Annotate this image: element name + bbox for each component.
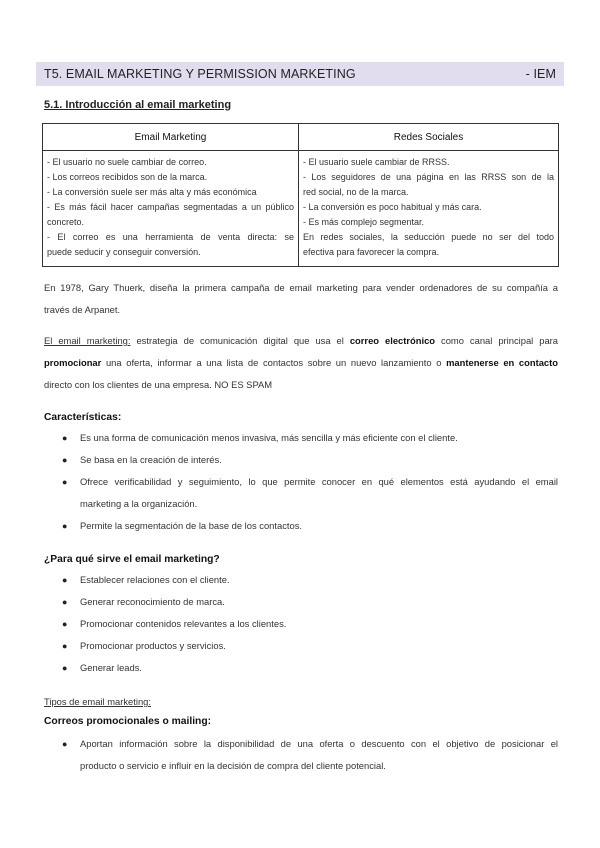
cell-line: - El correo es una herramienta de venta directa: se (47, 232, 294, 242)
list-item-text: Es una forma de comunicación menos invasiva, más sencilla y más eficiente con el cliente. (80, 432, 458, 443)
features-title: Características: (44, 412, 122, 423)
list-item (62, 591, 558, 613)
text-run: estrategia de comunicación digital que usa el (130, 335, 350, 346)
social-networks-cell (299, 151, 559, 267)
bullet-icon: ● (62, 575, 68, 585)
document-title: T5. EMAIL MARKETING Y PERMISSION MARKETING (44, 67, 356, 81)
list-item-text: Generar leads. (80, 662, 143, 673)
section-title: 5.1. Introducción al email marketing (44, 99, 232, 111)
list-item (62, 613, 558, 635)
text-run: una oferta, informar a una lista de contactos sobre un nuevo lanzamiento o (101, 357, 447, 368)
history-paragraph (44, 277, 558, 321)
bold-text: mantenerse en contacto (446, 357, 558, 368)
bullet-icon: ● (62, 663, 68, 673)
definition-term: El email marketing: (44, 335, 131, 346)
list-item-text: Permite la segmentación de la base de los contactos. (80, 520, 303, 531)
table-header-email: Email Marketing (43, 124, 299, 151)
list-item (62, 471, 558, 515)
bullet-icon: ● (62, 597, 68, 607)
bullet-icon: ● (62, 433, 68, 443)
list-item-text: Establecer relaciones con el cliente. (80, 574, 230, 585)
email-marketing-cell (43, 151, 299, 267)
bullet-icon: ● (62, 521, 68, 531)
paragraph-line: En 1978, Gary Thuerk, diseña la primera campaña de email marketing para vender ordenadores de su compañía a (44, 282, 558, 293)
cell-line: - Los correos recibidos son de la marca. (47, 172, 208, 182)
cell-line: - Los seguidores de una página en las RRSS son de la (303, 172, 554, 182)
cell-line: - La conversión suele ser más alta y más económica (47, 187, 257, 197)
features-list (62, 427, 558, 537)
text-run: como canal principal para (435, 335, 558, 346)
list-item-text: Generar reconocimiento de marca. (80, 596, 225, 607)
cell-line: puede seducir y conseguir conversión. (47, 247, 201, 257)
purpose-list (62, 569, 558, 679)
cell-line: efectiva para favorecer la compra. (303, 247, 440, 257)
cell-line: - El usuario suele cambiar de RRSS. (303, 157, 450, 167)
paragraph-line (44, 330, 558, 352)
list-item-text: Promocionar productos y servicios. (80, 640, 226, 651)
list-item (62, 449, 558, 471)
bold-text: promocionar (44, 357, 102, 368)
types-label: Tipos de email marketing: (44, 696, 151, 707)
cell-line: - La conversión es poco habitual y más cara. (303, 202, 482, 212)
cell-line: - Es más complejo segmentar. (303, 217, 425, 227)
comparison-table (42, 123, 559, 267)
bold-text: correo electrónico (349, 335, 436, 346)
list-item (62, 569, 558, 591)
promo-title: Correos promocionales o mailing: (44, 716, 212, 727)
list-item (62, 635, 558, 657)
paragraph-line: través de Arpanet. (44, 304, 121, 315)
list-item (62, 515, 558, 537)
bullet-icon: ● (62, 455, 68, 465)
table-header-row (43, 124, 559, 151)
list-item-text: marketing a la organización. (80, 498, 198, 509)
promo-list (62, 733, 558, 777)
bullet-icon: ● (62, 619, 68, 629)
cell-line: En redes sociales, la seducción puede no ser del todo (303, 232, 554, 242)
list-item (62, 733, 558, 777)
definition-paragraph (44, 330, 558, 396)
cell-line: concreto. (47, 217, 85, 227)
list-item (62, 427, 558, 449)
paragraph-line: directo con los clientes de una empresa. NO ES SPAM (44, 379, 273, 390)
purpose-title: ¿Para qué sirve el email marketing? (44, 554, 220, 565)
paragraph-line (44, 352, 558, 374)
list-item-text: Promocionar contenidos relevantes a los clientes. (80, 618, 287, 629)
bullet-icon: ● (62, 739, 68, 749)
cell-line: - El usuario no suele cambiar de correo. (47, 157, 207, 167)
list-item-text: Se basa en la creación de interés. (80, 454, 222, 465)
list-item-text: producto o servicio e influir en la decisión de compra del cliente potencial. (80, 760, 386, 771)
list-item-text: Aportan información sobre la disponibilidad de una oferta o descuento con el objetivo de posicionar el (80, 738, 558, 749)
table-header-social: Redes Sociales (299, 124, 559, 151)
bullet-icon: ● (62, 641, 68, 651)
subject-tag: - IEM (525, 67, 556, 81)
table-row (43, 151, 559, 267)
cell-line: red social, no de la marca. (303, 187, 409, 197)
header-bar (36, 62, 564, 86)
list-item (62, 657, 558, 679)
bullet-icon: ● (62, 477, 68, 487)
list-item-text: Ofrece verificabilidad y seguimiento, lo que permite conocer en qué elementos está ayudando el email (80, 476, 558, 487)
cell-line: - Es más fácil hacer campañas segmentadas a un público (47, 202, 294, 212)
